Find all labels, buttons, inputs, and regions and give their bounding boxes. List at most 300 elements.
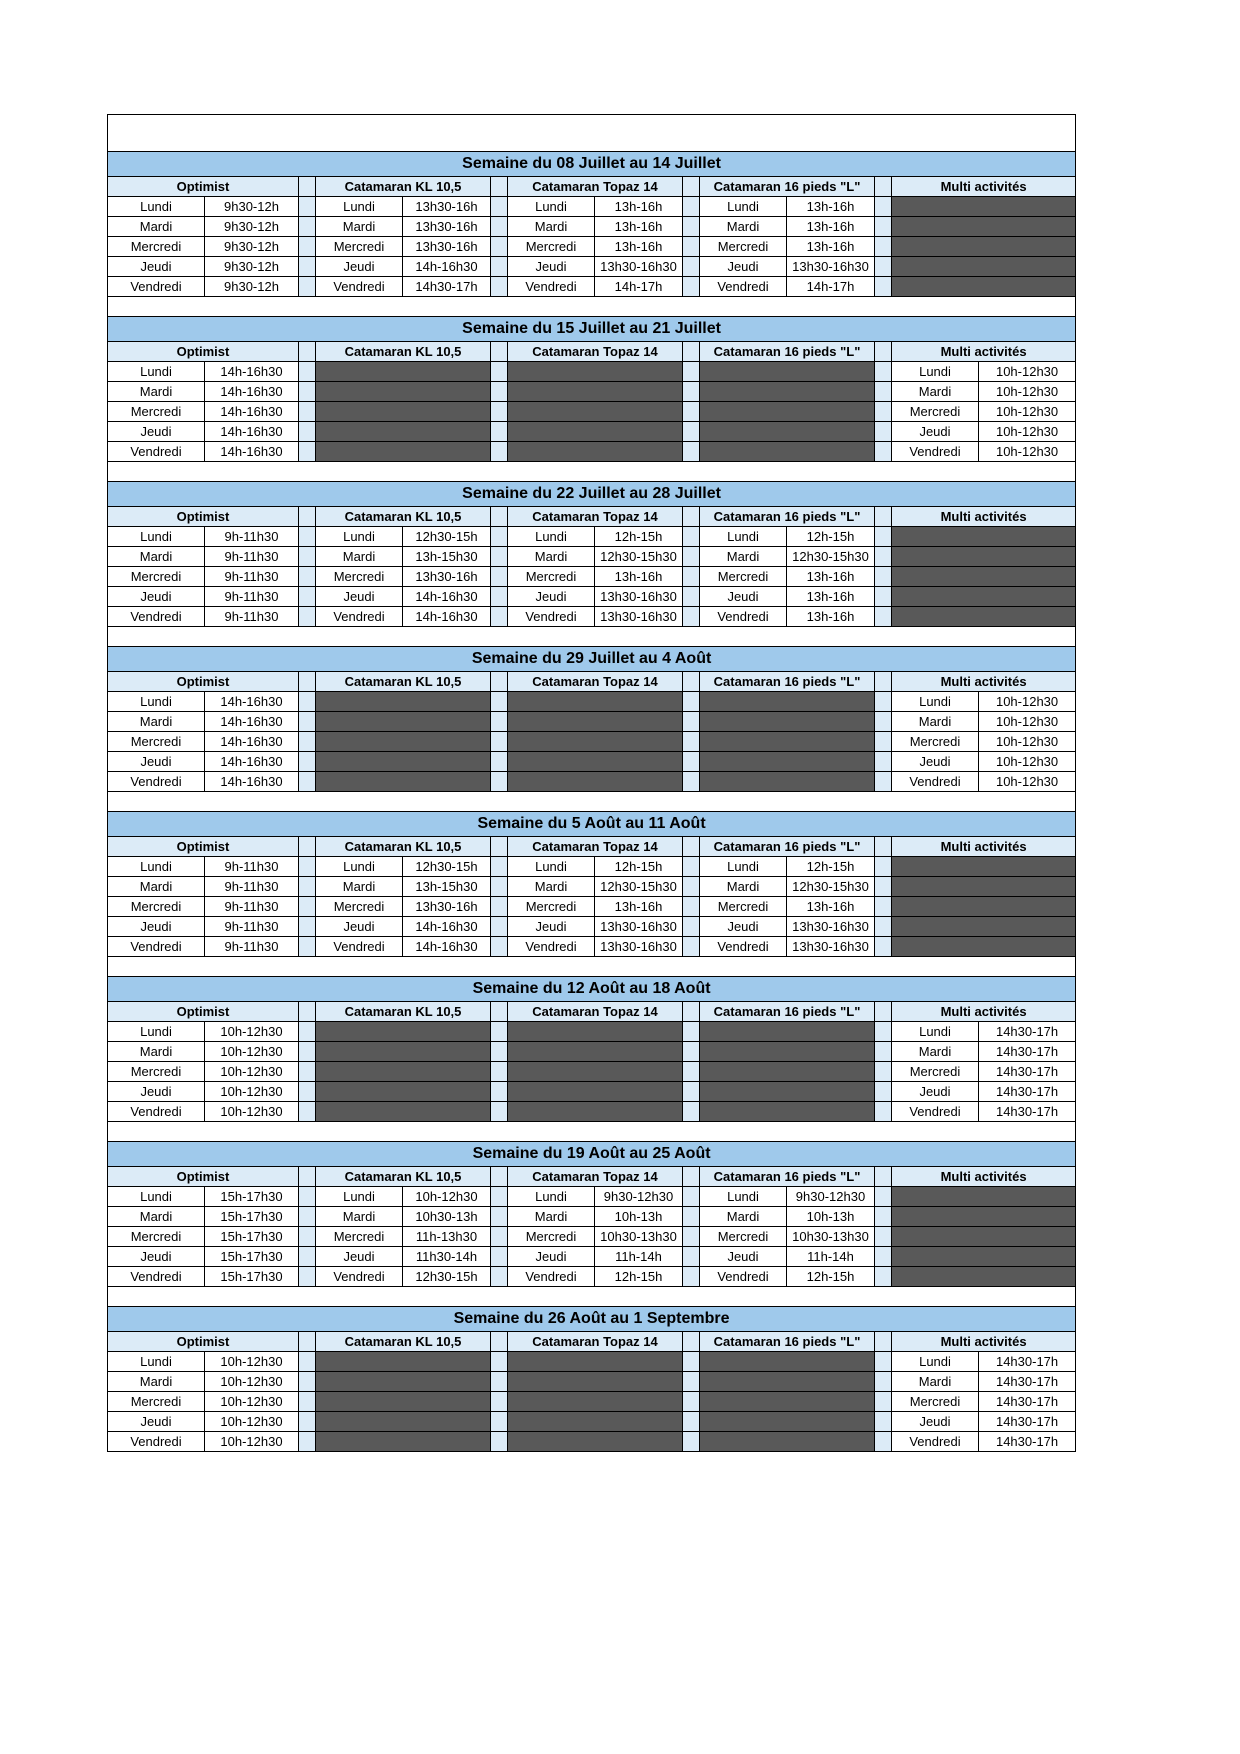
multi-time: 10h-12h30 — [979, 402, 1076, 422]
optimist-time: 9h30-12h — [205, 237, 299, 257]
multi-time: 14h30-17h — [979, 1062, 1076, 1082]
schedule-row — [108, 422, 1076, 442]
column-gap — [683, 712, 700, 732]
schedule-row — [108, 237, 1076, 257]
column-gap — [875, 362, 892, 382]
column-gap — [491, 442, 508, 462]
catamaran-topaz-time: 13h30-16h30 — [595, 257, 683, 277]
header-multi: Multi activités — [892, 1332, 1076, 1352]
optimist-day: Vendredi — [108, 277, 205, 297]
catamaran-16-unavailable-block — [700, 1022, 875, 1042]
schedule-body — [108, 115, 1076, 1452]
column-gap — [875, 877, 892, 897]
optimist-time: 9h30-12h — [205, 277, 299, 297]
column-gap — [491, 1247, 508, 1267]
header-multi: Multi activités — [892, 342, 1076, 362]
optimist-time: 14h-16h30 — [205, 692, 299, 712]
column-gap — [299, 1267, 316, 1287]
multi-time: 14h30-17h — [979, 1082, 1076, 1102]
optimist-time: 9h30-12h — [205, 197, 299, 217]
multi-unavailable-block — [892, 937, 1076, 957]
column-gap — [491, 1372, 508, 1392]
header-catamaran-kl: Catamaran KL 10,5 — [316, 507, 491, 527]
catamaran-kl-day: Lundi — [316, 1187, 403, 1207]
optimist-day: Mardi — [108, 1042, 205, 1062]
catamaran-topaz-day: Jeudi — [508, 1247, 595, 1267]
schedule-row — [108, 567, 1076, 587]
catamaran-topaz-time: 14h-17h — [595, 277, 683, 297]
header-catamaran-topaz: Catamaran Topaz 14 — [508, 1167, 683, 1187]
catamaran-kl-unavailable-block — [316, 362, 491, 382]
optimist-time: 14h-16h30 — [205, 422, 299, 442]
optimist-time: 15h-17h30 — [205, 1227, 299, 1247]
column-gap — [299, 257, 316, 277]
header-multi: Multi activités — [892, 1002, 1076, 1022]
optimist-time: 14h-16h30 — [205, 382, 299, 402]
optimist-time: 10h-12h30 — [205, 1352, 299, 1372]
column-gap — [875, 772, 892, 792]
multi-unavailable-block — [892, 1187, 1076, 1207]
catamaran-kl-day: Mardi — [316, 547, 403, 567]
column-gap — [299, 1392, 316, 1412]
catamaran-topaz-time: 12h30-15h30 — [595, 547, 683, 567]
catamaran-kl-day: Vendredi — [316, 277, 403, 297]
catamaran-16-time: 13h-16h — [787, 897, 875, 917]
column-gap — [299, 237, 316, 257]
catamaran-topaz-unavailable-block — [508, 1082, 683, 1102]
activity-header-row — [108, 1002, 1076, 1022]
catamaran-16-unavailable-block — [700, 1062, 875, 1082]
column-gap — [299, 897, 316, 917]
column-gap — [875, 1062, 892, 1082]
catamaran-topaz-time: 13h-16h — [595, 197, 683, 217]
week-spacer-row — [108, 627, 1076, 647]
header-gap — [875, 1332, 892, 1352]
multi-unavailable-block — [892, 1247, 1076, 1267]
column-gap — [491, 877, 508, 897]
column-gap — [875, 442, 892, 462]
optimist-time: 9h-11h30 — [205, 607, 299, 627]
optimist-day: Mercredi — [108, 567, 205, 587]
catamaran-16-time: 9h30-12h30 — [787, 1187, 875, 1207]
catamaran-16-unavailable-block — [700, 692, 875, 712]
empty-header-cell — [108, 115, 1076, 152]
optimist-day: Mercredi — [108, 1062, 205, 1082]
column-gap — [683, 1247, 700, 1267]
catamaran-topaz-unavailable-block — [508, 1062, 683, 1082]
schedule-row — [108, 1042, 1076, 1062]
schedule-row — [108, 527, 1076, 547]
catamaran-topaz-unavailable-block — [508, 712, 683, 732]
catamaran-kl-day: Lundi — [316, 527, 403, 547]
column-gap — [683, 1187, 700, 1207]
optimist-day: Mardi — [108, 1207, 205, 1227]
multi-time: 14h30-17h — [979, 1432, 1076, 1452]
column-gap — [299, 382, 316, 402]
column-gap — [299, 692, 316, 712]
optimist-time: 10h-12h30 — [205, 1082, 299, 1102]
catamaran-topaz-unavailable-block — [508, 752, 683, 772]
column-gap — [683, 1042, 700, 1062]
column-gap — [491, 587, 508, 607]
header-catamaran-topaz: Catamaran Topaz 14 — [508, 177, 683, 197]
column-gap — [875, 917, 892, 937]
multi-time: 10h-12h30 — [979, 362, 1076, 382]
column-gap — [683, 917, 700, 937]
optimist-day: Lundi — [108, 1187, 205, 1207]
column-gap — [683, 1102, 700, 1122]
catamaran-16-day: Jeudi — [700, 587, 787, 607]
schedule-row — [108, 857, 1076, 877]
column-gap — [299, 362, 316, 382]
catamaran-16-day: Mercredi — [700, 897, 787, 917]
column-gap — [875, 692, 892, 712]
catamaran-16-day: Mardi — [700, 217, 787, 237]
week-title: Semaine du 5 Août au 11 Août — [108, 812, 1076, 837]
catamaran-kl-unavailable-block — [316, 442, 491, 462]
column-gap — [683, 752, 700, 772]
column-gap — [299, 1412, 316, 1432]
optimist-time: 9h-11h30 — [205, 857, 299, 877]
schedule-row — [108, 607, 1076, 627]
column-gap — [683, 1082, 700, 1102]
multi-unavailable-block — [892, 527, 1076, 547]
header-catamaran-16: Catamaran 16 pieds "L" — [700, 1332, 875, 1352]
column-gap — [299, 1247, 316, 1267]
multi-day: Jeudi — [892, 752, 979, 772]
column-gap — [491, 527, 508, 547]
column-gap — [875, 277, 892, 297]
catamaran-16-time: 13h30-16h30 — [787, 917, 875, 937]
column-gap — [875, 857, 892, 877]
catamaran-topaz-day: Mercredi — [508, 567, 595, 587]
column-gap — [683, 217, 700, 237]
header-catamaran-kl: Catamaran KL 10,5 — [316, 342, 491, 362]
column-gap — [491, 362, 508, 382]
activity-header-row — [108, 507, 1076, 527]
catamaran-16-unavailable-block — [700, 732, 875, 752]
schedule-row — [108, 937, 1076, 957]
spacer-cell — [108, 1287, 1076, 1307]
multi-day: Jeudi — [892, 1412, 979, 1432]
schedule-row — [108, 1022, 1076, 1042]
header-multi: Multi activités — [892, 837, 1076, 857]
schedule-sheet — [107, 114, 1075, 1452]
column-gap — [491, 1227, 508, 1247]
header-gap — [299, 177, 316, 197]
multi-time: 10h-12h30 — [979, 422, 1076, 442]
optimist-time: 14h-16h30 — [205, 732, 299, 752]
column-gap — [875, 937, 892, 957]
sheet-top-row — [108, 115, 1076, 152]
week-title-row — [108, 1307, 1076, 1332]
schedule-row — [108, 897, 1076, 917]
column-gap — [875, 1042, 892, 1062]
schedule-row — [108, 712, 1076, 732]
spacer-cell — [108, 1122, 1076, 1142]
catamaran-kl-day: Jeudi — [316, 1247, 403, 1267]
header-gap — [491, 1332, 508, 1352]
column-gap — [683, 1062, 700, 1082]
optimist-day: Vendredi — [108, 937, 205, 957]
multi-time: 14h30-17h — [979, 1042, 1076, 1062]
catamaran-kl-day: Jeudi — [316, 257, 403, 277]
catamaran-topaz-day: Mardi — [508, 1207, 595, 1227]
catamaran-topaz-time: 13h-16h — [595, 897, 683, 917]
column-gap — [875, 1102, 892, 1122]
header-catamaran-topaz: Catamaran Topaz 14 — [508, 837, 683, 857]
optimist-time: 14h-16h30 — [205, 402, 299, 422]
catamaran-kl-time: 12h30-15h — [403, 857, 491, 877]
schedule-table — [107, 114, 1076, 1452]
multi-time: 14h30-17h — [979, 1102, 1076, 1122]
catamaran-topaz-unavailable-block — [508, 1392, 683, 1412]
catamaran-kl-day: Lundi — [316, 857, 403, 877]
header-gap — [299, 837, 316, 857]
column-gap — [875, 197, 892, 217]
column-gap — [683, 257, 700, 277]
header-gap — [683, 177, 700, 197]
multi-time: 10h-12h30 — [979, 772, 1076, 792]
column-gap — [491, 382, 508, 402]
optimist-day: Mercredi — [108, 402, 205, 422]
optimist-time: 9h30-12h — [205, 217, 299, 237]
multi-day: Mercredi — [892, 732, 979, 752]
catamaran-kl-day: Vendredi — [316, 1267, 403, 1287]
column-gap — [875, 1352, 892, 1372]
column-gap — [491, 857, 508, 877]
catamaran-16-unavailable-block — [700, 1042, 875, 1062]
multi-unavailable-block — [892, 237, 1076, 257]
catamaran-16-unavailable-block — [700, 1412, 875, 1432]
header-catamaran-topaz: Catamaran Topaz 14 — [508, 342, 683, 362]
header-gap — [875, 1002, 892, 1022]
catamaran-16-day: Jeudi — [700, 1247, 787, 1267]
catamaran-kl-time: 13h30-16h — [403, 197, 491, 217]
catamaran-kl-day: Mercredi — [316, 1227, 403, 1247]
optimist-day: Mardi — [108, 217, 205, 237]
column-gap — [491, 772, 508, 792]
optimist-day: Jeudi — [108, 1247, 205, 1267]
column-gap — [491, 257, 508, 277]
catamaran-16-time: 14h-17h — [787, 277, 875, 297]
catamaran-16-day: Lundi — [700, 1187, 787, 1207]
catamaran-kl-unavailable-block — [316, 1392, 491, 1412]
multi-day: Mardi — [892, 712, 979, 732]
column-gap — [875, 1412, 892, 1432]
catamaran-topaz-day: Lundi — [508, 1187, 595, 1207]
optimist-day: Lundi — [108, 527, 205, 547]
multi-unavailable-block — [892, 587, 1076, 607]
catamaran-16-unavailable-block — [700, 752, 875, 772]
catamaran-topaz-day: Vendredi — [508, 607, 595, 627]
column-gap — [875, 402, 892, 422]
schedule-row — [108, 732, 1076, 752]
week-title: Semaine du 12 Août au 18 Août — [108, 977, 1076, 1002]
catamaran-16-time: 13h-16h — [787, 217, 875, 237]
catamaran-topaz-day: Lundi — [508, 857, 595, 877]
schedule-row — [108, 1082, 1076, 1102]
column-gap — [491, 567, 508, 587]
catamaran-topaz-unavailable-block — [508, 362, 683, 382]
catamaran-topaz-unavailable-block — [508, 1352, 683, 1372]
column-gap — [875, 607, 892, 627]
spacer-cell — [108, 957, 1076, 977]
optimist-day: Vendredi — [108, 1432, 205, 1452]
catamaran-kl-time: 14h-16h30 — [403, 587, 491, 607]
catamaran-kl-day: Vendredi — [316, 937, 403, 957]
schedule-row — [108, 547, 1076, 567]
column-gap — [491, 1267, 508, 1287]
multi-day: Vendredi — [892, 1102, 979, 1122]
schedule-row — [108, 1227, 1076, 1247]
catamaran-topaz-unavailable-block — [508, 1412, 683, 1432]
header-gap — [299, 342, 316, 362]
optimist-time: 10h-12h30 — [205, 1062, 299, 1082]
catamaran-kl-unavailable-block — [316, 752, 491, 772]
catamaran-kl-unavailable-block — [316, 422, 491, 442]
catamaran-16-day: Mardi — [700, 1207, 787, 1227]
week-spacer-row — [108, 1287, 1076, 1307]
optimist-time: 9h-11h30 — [205, 567, 299, 587]
schedule-row — [108, 587, 1076, 607]
optimist-day: Mardi — [108, 1372, 205, 1392]
column-gap — [299, 1352, 316, 1372]
column-gap — [683, 587, 700, 607]
column-gap — [491, 1102, 508, 1122]
column-gap — [491, 1187, 508, 1207]
catamaran-topaz-day: Lundi — [508, 197, 595, 217]
header-multi: Multi activités — [892, 507, 1076, 527]
optimist-day: Lundi — [108, 692, 205, 712]
multi-day: Lundi — [892, 1352, 979, 1372]
catamaran-topaz-time: 13h-16h — [595, 567, 683, 587]
column-gap — [491, 1022, 508, 1042]
catamaran-kl-time: 10h-12h30 — [403, 1187, 491, 1207]
catamaran-kl-unavailable-block — [316, 772, 491, 792]
schedule-row — [108, 217, 1076, 237]
column-gap — [875, 567, 892, 587]
catamaran-16-time: 10h30-13h30 — [787, 1227, 875, 1247]
multi-time: 14h30-17h — [979, 1352, 1076, 1372]
column-gap — [299, 772, 316, 792]
header-gap — [683, 672, 700, 692]
catamaran-16-time: 12h-15h — [787, 857, 875, 877]
catamaran-16-day: Jeudi — [700, 257, 787, 277]
catamaran-topaz-unavailable-block — [508, 442, 683, 462]
column-gap — [299, 402, 316, 422]
catamaran-16-time: 13h-16h — [787, 587, 875, 607]
column-gap — [299, 277, 316, 297]
catamaran-topaz-time: 13h30-16h30 — [595, 917, 683, 937]
column-gap — [683, 732, 700, 752]
catamaran-16-day: Vendredi — [700, 607, 787, 627]
optimist-time: 14h-16h30 — [205, 442, 299, 462]
header-gap — [299, 1332, 316, 1352]
column-gap — [299, 877, 316, 897]
optimist-day: Mardi — [108, 547, 205, 567]
schedule-row — [108, 1247, 1076, 1267]
multi-unavailable-block — [892, 917, 1076, 937]
optimist-time: 10h-12h30 — [205, 1102, 299, 1122]
catamaran-kl-time: 11h-13h30 — [403, 1227, 491, 1247]
column-gap — [299, 1432, 316, 1452]
schedule-row — [108, 382, 1076, 402]
optimist-day: Mercredi — [108, 1392, 205, 1412]
optimist-day: Mardi — [108, 382, 205, 402]
header-gap — [875, 672, 892, 692]
catamaran-topaz-time: 13h30-16h30 — [595, 937, 683, 957]
catamaran-16-time: 12h30-15h30 — [787, 877, 875, 897]
header-gap — [491, 672, 508, 692]
catamaran-kl-day: Mercredi — [316, 567, 403, 587]
multi-unavailable-block — [892, 1227, 1076, 1247]
optimist-day: Vendredi — [108, 1102, 205, 1122]
column-gap — [683, 422, 700, 442]
column-gap — [875, 237, 892, 257]
column-gap — [683, 402, 700, 422]
header-gap — [683, 1002, 700, 1022]
optimist-time: 9h-11h30 — [205, 877, 299, 897]
column-gap — [683, 362, 700, 382]
header-gap — [491, 1167, 508, 1187]
column-gap — [875, 732, 892, 752]
optimist-time: 14h-16h30 — [205, 362, 299, 382]
catamaran-kl-time: 13h30-16h — [403, 567, 491, 587]
optimist-day: Mardi — [108, 877, 205, 897]
column-gap — [683, 772, 700, 792]
catamaran-16-time: 12h-15h — [787, 1267, 875, 1287]
week-title-row — [108, 152, 1076, 177]
header-optimist: Optimist — [108, 672, 299, 692]
multi-day: Vendredi — [892, 1432, 979, 1452]
optimist-time: 15h-17h30 — [205, 1207, 299, 1227]
schedule-row — [108, 917, 1076, 937]
catamaran-kl-time: 13h30-16h — [403, 237, 491, 257]
header-optimist: Optimist — [108, 342, 299, 362]
header-optimist: Optimist — [108, 507, 299, 527]
multi-day: Mardi — [892, 1042, 979, 1062]
column-gap — [683, 237, 700, 257]
optimist-day: Jeudi — [108, 1082, 205, 1102]
optimist-day: Lundi — [108, 197, 205, 217]
optimist-day: Vendredi — [108, 1267, 205, 1287]
catamaran-kl-unavailable-block — [316, 1372, 491, 1392]
optimist-day: Lundi — [108, 1352, 205, 1372]
catamaran-topaz-time: 13h30-16h30 — [595, 587, 683, 607]
activity-header-row — [108, 837, 1076, 857]
multi-unavailable-block — [892, 547, 1076, 567]
column-gap — [875, 712, 892, 732]
multi-day: Lundi — [892, 362, 979, 382]
multi-day: Mercredi — [892, 1062, 979, 1082]
column-gap — [299, 607, 316, 627]
column-gap — [491, 1082, 508, 1102]
catamaran-16-day: Vendredi — [700, 1267, 787, 1287]
header-catamaran-topaz: Catamaran Topaz 14 — [508, 672, 683, 692]
column-gap — [491, 402, 508, 422]
catamaran-kl-time: 14h-16h30 — [403, 257, 491, 277]
multi-unavailable-block — [892, 897, 1076, 917]
catamaran-kl-day: Jeudi — [316, 587, 403, 607]
catamaran-kl-day: Mercredi — [316, 897, 403, 917]
header-multi: Multi activités — [892, 672, 1076, 692]
catamaran-kl-time: 12h30-15h — [403, 527, 491, 547]
column-gap — [683, 607, 700, 627]
column-gap — [491, 692, 508, 712]
optimist-time: 10h-12h30 — [205, 1372, 299, 1392]
header-gap — [491, 1002, 508, 1022]
